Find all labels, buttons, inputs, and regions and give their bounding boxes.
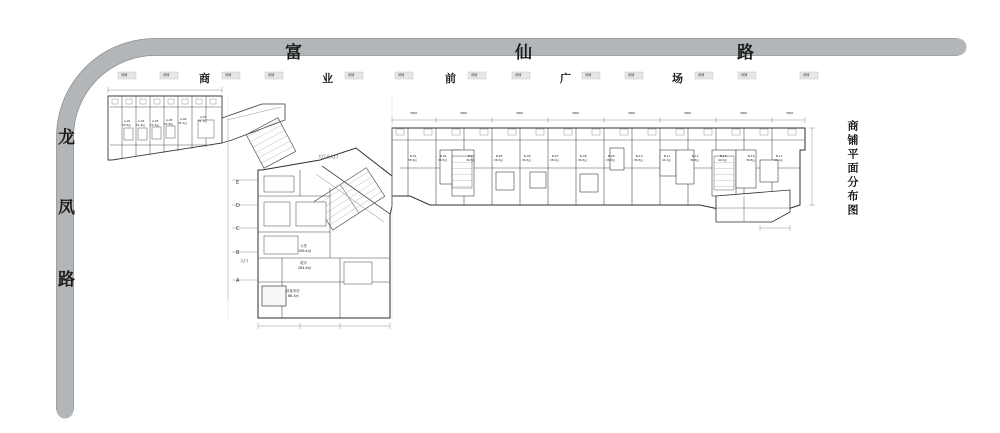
dimension-label: 3900	[410, 111, 418, 115]
unit-label: A-06	[180, 117, 187, 121]
unit-label: A-02	[138, 119, 145, 123]
unit-label: 36.5㎡	[690, 158, 700, 162]
unit-label: B-02	[440, 154, 447, 158]
room-label-supermarket: 超市	[300, 261, 307, 265]
street-label-top-2: 仙	[515, 43, 534, 63]
connector-corridor	[222, 104, 296, 168]
unit-label: 25.1㎡	[178, 121, 188, 125]
unit-label: 31.7㎡	[198, 119, 208, 123]
storefront-tag: 商铺	[471, 73, 478, 77]
unit-label: 36.5㎡	[438, 158, 448, 162]
unit-label: B-15	[720, 154, 727, 158]
storefront-tag: 商铺	[163, 73, 170, 77]
unit-label: B-17	[776, 154, 783, 158]
unit-label: B-12	[692, 154, 699, 158]
mall-name-char-3: 前	[445, 72, 456, 85]
dimension-label: 3900	[786, 111, 794, 115]
dimension-label: 3900	[684, 111, 692, 115]
storefront-tag: 商铺	[268, 73, 275, 77]
unit-label: 38.2㎡	[408, 158, 418, 162]
dimension-label: 3900	[460, 111, 468, 115]
unit-label: 36.5㎡	[606, 158, 616, 162]
room-area-supermarket: 284.6㎡	[298, 266, 312, 270]
room-label-lobby: 大堂	[300, 244, 307, 248]
storefront-tag: 商铺	[398, 73, 405, 77]
dimension-label: 3900	[628, 111, 636, 115]
entrance-label-main: 大厅主入口	[318, 154, 338, 159]
unit-label: 36.5㎡	[578, 158, 588, 162]
grid-letter: E	[236, 180, 240, 186]
unit-label: 36.5㎡	[494, 158, 504, 162]
room-area-lobby: 198.4㎡	[298, 249, 312, 253]
storefront-tag: 商铺	[225, 73, 232, 77]
grid-letter: B	[236, 250, 240, 256]
street-label-top-3: 路	[737, 43, 756, 63]
unit-label: B-07	[552, 154, 559, 158]
road-band	[57, 39, 959, 411]
storefront-tag: 商铺	[741, 73, 748, 77]
entrance-label-side: 入口	[240, 258, 248, 263]
central-atrium-block	[228, 120, 392, 329]
unit-label: A-01	[124, 119, 131, 123]
unit-label: 38.0㎡	[550, 158, 560, 162]
room-label-equipment: 设备用房	[286, 289, 300, 293]
unit-label: B-01	[410, 154, 417, 158]
storefront-tag: 商铺	[515, 73, 522, 77]
unit-label: 44.1㎡	[774, 158, 784, 162]
room-area-equipment: 86.3㎡	[288, 294, 299, 298]
unit-label: 21.4㎡	[136, 123, 146, 127]
street-label-left-2: 凤	[54, 198, 74, 217]
storefront-tag: 商铺	[585, 73, 592, 77]
unit-label: 42.6㎡	[718, 158, 728, 162]
grid-letter: D	[236, 203, 240, 209]
mall-name-char-5: 场	[672, 72, 683, 85]
dimension-label: 3900	[740, 111, 748, 115]
unit-label: A-05	[166, 118, 173, 122]
grid-letter: A	[236, 278, 240, 284]
unit-label: 36.5㎡	[466, 158, 476, 162]
unit-label: 22.8㎡	[164, 122, 174, 126]
dimension-label: 3900	[572, 111, 580, 115]
unit-label: 21.4㎡	[150, 123, 160, 127]
mall-name-char-2: 业	[322, 72, 333, 85]
unit-label: B-03	[468, 154, 475, 158]
mall-name-char-1: 商	[199, 72, 210, 85]
storefront-tag: 商铺	[628, 73, 635, 77]
mall-name-char-4: 广	[560, 72, 571, 85]
unit-label: B-06	[524, 154, 531, 158]
street-label-top-1: 富	[285, 43, 304, 63]
unit-label: 23.6㎡	[122, 123, 132, 127]
grid-letter: C	[236, 226, 240, 232]
unit-label: 41.2㎡	[662, 158, 672, 162]
unit-label: B-09	[608, 154, 615, 158]
unit-label: B-16	[748, 154, 755, 158]
drawing-title: 商铺平面分布图	[846, 120, 859, 218]
storefront-tag: 商铺	[698, 73, 705, 77]
storefront-tag: 商铺	[348, 73, 355, 77]
dimension-label: 3900	[516, 111, 524, 115]
street-label-left-1: 龙	[54, 128, 74, 147]
unit-label: A-07	[200, 115, 207, 119]
storefront-tag-strip	[118, 72, 818, 79]
storefront-tag: 商铺	[803, 73, 810, 77]
unit-label: A-03	[152, 119, 159, 123]
unit-label: B-05	[496, 154, 503, 158]
unit-label: B-11	[664, 154, 671, 158]
unit-label: 36.5㎡	[522, 158, 532, 162]
east-shop-row	[392, 117, 815, 231]
street-label-left-3: 路	[54, 270, 74, 289]
unit-label: B-10	[636, 154, 643, 158]
storefront-tag: 商铺	[121, 73, 128, 77]
unit-label: B-08	[580, 154, 587, 158]
unit-label: 39.8㎡	[746, 158, 756, 162]
unit-label: 36.5㎡	[634, 158, 644, 162]
